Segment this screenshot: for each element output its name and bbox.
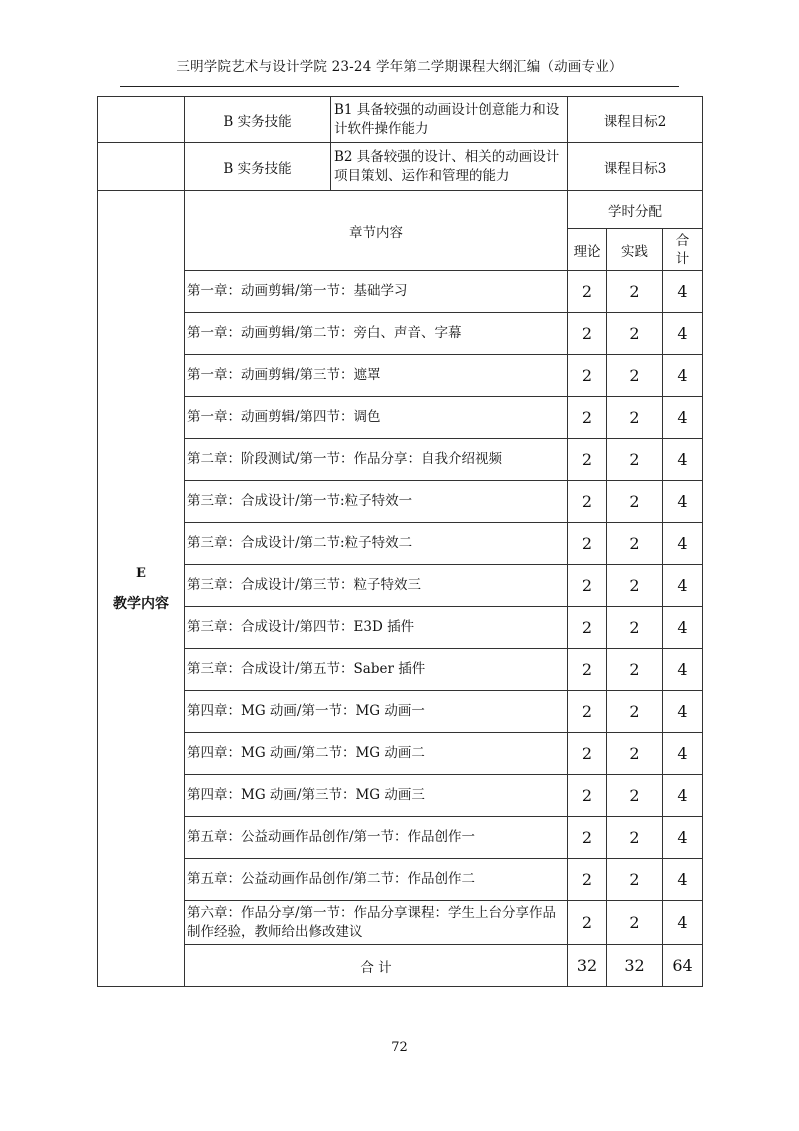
total-hours: 4 [663, 691, 703, 733]
practice-hours: 2 [607, 271, 663, 313]
chapter-cell: 第三章：合成设计/第四节：E3D 插件 [185, 607, 568, 649]
table-row [98, 691, 703, 733]
practice-hours: 2 [607, 481, 663, 523]
total-hours: 4 [663, 313, 703, 355]
table-row [98, 397, 703, 439]
theory-hours: 2 [568, 523, 607, 565]
total-hours: 4 [663, 523, 703, 565]
header-rule [120, 86, 679, 87]
table-row [98, 901, 703, 945]
practice-hours: 2 [607, 733, 663, 775]
practice-hours: 2 [607, 901, 663, 945]
total-hours: 4 [663, 901, 703, 945]
table-row [98, 817, 703, 859]
table-row [98, 313, 703, 355]
chapter-cell: 第四章：MG 动画/第一节：MG 动画一 [185, 691, 568, 733]
chapter-content-header: 章节内容 [185, 191, 568, 271]
competency-category: B 实务技能 [185, 143, 331, 191]
summary-theory: 32 [568, 945, 607, 987]
practice-hours: 2 [607, 817, 663, 859]
theory-hours: 2 [568, 439, 607, 481]
total-hours: 4 [663, 817, 703, 859]
empty-cell [98, 143, 185, 191]
total-hours: 4 [663, 649, 703, 691]
practice-hours: 2 [607, 649, 663, 691]
total-hours: 4 [663, 355, 703, 397]
practice-hours: 2 [607, 439, 663, 481]
hours-allocation-header: 学时分配 [568, 191, 703, 229]
chapter-cell: 第一章：动画剪辑/第三节：遮罩 [185, 355, 568, 397]
course-outline-table [97, 96, 703, 987]
theory-header: 理论 [568, 229, 607, 271]
chapter-cell: 第一章：动画剪辑/第四节：调色 [185, 397, 568, 439]
chapter-cell: 第三章：合成设计/第五节：Saber 插件 [185, 649, 568, 691]
table-row [98, 439, 703, 481]
chapter-cell: 第二章：阶段测试/第一节：作品分享：自我介绍视频 [185, 439, 568, 481]
summary-label: 合 计 [185, 945, 568, 987]
table-row [98, 355, 703, 397]
chapter-cell: 第三章：合成设计/第二节:粒子特效二 [185, 523, 568, 565]
theory-hours: 2 [568, 901, 607, 945]
practice-hours: 2 [607, 397, 663, 439]
table-row [98, 607, 703, 649]
theory-hours: 2 [568, 607, 607, 649]
theory-hours: 2 [568, 691, 607, 733]
total-hours: 4 [663, 439, 703, 481]
theory-hours: 2 [568, 313, 607, 355]
chapter-cell: 第三章：合成设计/第三节：粒子特效三 [185, 565, 568, 607]
theory-hours: 2 [568, 271, 607, 313]
chapter-cell: 第六章：作品分享/第一节：作品分享课程：学生上台分享作品制作经验，教师给出修改建议 [185, 901, 568, 945]
competency-description: B2 具备较强的设计、相关的动画设计项目策划、运作和管理的能力 [331, 143, 568, 191]
total-hours: 4 [663, 397, 703, 439]
total-hours: 4 [663, 733, 703, 775]
competency-category: B 实务技能 [185, 97, 331, 143]
total-hours: 4 [663, 859, 703, 901]
chapter-cell: 第五章：公益动画作品创作/第一节：作品创作一 [185, 817, 568, 859]
theory-hours: 2 [568, 817, 607, 859]
theory-hours: 2 [568, 565, 607, 607]
chapter-cell: 第四章：MG 动画/第二节：MG 动画二 [185, 733, 568, 775]
content-header-row [98, 191, 703, 229]
total-hours: 4 [663, 565, 703, 607]
practice-hours: 2 [607, 355, 663, 397]
practice-hours: 2 [607, 565, 663, 607]
competency-description: B1 具备较强的动画设计创意能力和设计软件操作能力 [331, 97, 568, 143]
table-row [98, 565, 703, 607]
course-target: 课程目标3 [568, 143, 703, 191]
competency-row [98, 143, 703, 191]
total-hours: 4 [663, 481, 703, 523]
course-target: 课程目标2 [568, 97, 703, 143]
section-name: 教学内容 [113, 595, 169, 612]
chapter-cell: 第一章：动画剪辑/第二节：旁白、声音、字幕 [185, 313, 568, 355]
table-row [98, 733, 703, 775]
competency-row [98, 97, 703, 143]
page-header: 三明学院艺术与设计学院 23-24 学年第二学期课程大纲汇编（动画专业） [176, 59, 623, 75]
practice-hours: 2 [607, 859, 663, 901]
practice-header: 实践 [607, 229, 663, 271]
theory-hours: 2 [568, 775, 607, 817]
theory-hours: 2 [568, 397, 607, 439]
total-hours: 4 [663, 775, 703, 817]
section-label [98, 191, 185, 987]
practice-hours: 2 [607, 523, 663, 565]
page-number: 72 [391, 1040, 408, 1055]
chapter-cell: 第五章：公益动画作品创作/第二节：作品创作二 [185, 859, 568, 901]
theory-hours: 2 [568, 481, 607, 523]
section-letter: E [136, 565, 146, 581]
summary-practice: 32 [607, 945, 663, 987]
total-header: 合计 [663, 229, 703, 271]
practice-hours: 2 [607, 775, 663, 817]
table-row [98, 649, 703, 691]
table-row [98, 523, 703, 565]
practice-hours: 2 [607, 691, 663, 733]
chapter-cell: 第一章：动画剪辑/第一节：基础学习 [185, 271, 568, 313]
practice-hours: 2 [607, 313, 663, 355]
practice-hours: 2 [607, 607, 663, 649]
empty-cell [98, 97, 185, 143]
chapter-cell: 第三章：合成设计/第一节:粒子特效一 [185, 481, 568, 523]
total-hours: 4 [663, 607, 703, 649]
theory-hours: 2 [568, 649, 607, 691]
theory-hours: 2 [568, 859, 607, 901]
table-row [98, 481, 703, 523]
total-hours: 4 [663, 271, 703, 313]
table-row [98, 775, 703, 817]
theory-hours: 2 [568, 733, 607, 775]
summary-row [98, 945, 703, 987]
chapter-cell: 第四章：MG 动画/第三节：MG 动画三 [185, 775, 568, 817]
summary-total: 64 [663, 945, 703, 987]
theory-hours: 2 [568, 355, 607, 397]
table-row [98, 859, 703, 901]
table-row [98, 271, 703, 313]
